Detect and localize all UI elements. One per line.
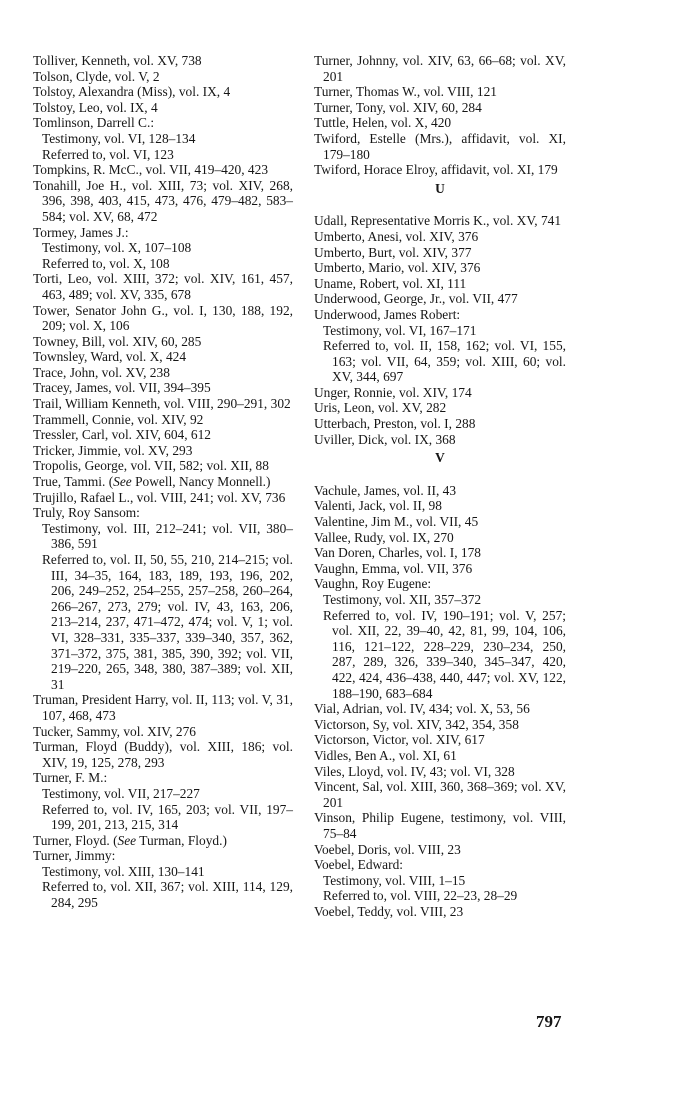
index-entry — [314, 115, 566, 131]
index-subentry — [33, 802, 293, 833]
index-entry-name: Turner, F. M.: — [33, 770, 108, 786]
index-entry — [33, 505, 293, 692]
index-entry-name: Vallee, Rudy, vol. IX, 270 — [314, 529, 454, 545]
index-entry-name: Vial, Adrian, vol. IV, 434; vol. X, 53, 56 — [314, 701, 530, 717]
index-subentry — [314, 592, 566, 608]
index-entry — [33, 69, 293, 85]
index-entry — [314, 545, 566, 561]
index-entry-name: Underwood, James Robert: — [314, 306, 461, 322]
index-entry-name: Tressler, Carl, vol. XIV, 604, 612 — [33, 427, 212, 443]
index-entry-name: True, Tammi. (See Powell, Nancy Monnell.) — [33, 474, 271, 490]
index-entry — [33, 271, 293, 302]
index-entry — [314, 432, 566, 448]
index-entry-name: Vachule, James, vol. II, 43 — [314, 482, 457, 498]
index-subentry-text: Referred to, vol. II, 50, 55, 210, 214–215; vol. III, 34–35, 164, 183, 189, 193, 196, 202, 206, 249–252, 254–255, 257–258, 260–264, 266–267, 273, 279; vol. IV, 43, 163, 206, 213–214, 237, 471–472, 474; vol. V, 1; vol. VI, 328–331, 335–337, 339–340, 357, 362, 371–372, 375, 381, 385, 390, 392; vol. VII, 219–220, 265, 348, 380, 387–389; vol. XII, 31 — [42, 552, 293, 692]
index-entry — [314, 100, 566, 116]
index-column-right — [314, 53, 566, 919]
index-entry-name: Vinson, Philip Eugene, testimony, vol. VIII, 75–84 — [314, 810, 566, 841]
index-entry-name: Tolstoy, Alexandra (Miss), vol. IX, 4 — [33, 84, 231, 100]
index-subentry-text: Referred to, vol. XII, 367; vol. XIII, 114, 129, 284, 295 — [42, 879, 293, 911]
index-entry — [314, 245, 566, 261]
index-entry-name: Tomlinson, Darrell C.: — [33, 115, 155, 131]
index-entry-name: Truman, President Harry, vol. II, 113; vol. V, 31, 107, 468, 473 — [33, 692, 293, 723]
index-entry — [314, 842, 566, 858]
section-letter-heading: V — [435, 450, 445, 466]
index-entry — [314, 291, 566, 307]
index-subentry-text: Referred to, vol. X, 108 — [42, 255, 170, 271]
index-entry-name: Utterbach, Preston, vol. I, 288 — [314, 416, 476, 432]
index-entry-name: Vincent, Sal, vol. XIII, 360, 368–369; vol. XV, 201 — [314, 779, 566, 810]
index-subentry — [33, 131, 293, 147]
index-entry — [33, 458, 293, 474]
index-subentry — [314, 873, 566, 889]
index-entry — [33, 100, 293, 116]
index-subentry-text: Testimony, vol. VII, 217–227 — [42, 785, 200, 801]
index-entry-name: Tolson, Clyde, vol. V, 2 — [33, 68, 160, 84]
index-entry — [314, 498, 566, 514]
index-entry — [33, 178, 293, 225]
index-subentry — [314, 338, 566, 385]
index-subentry — [33, 879, 293, 910]
index-entry-name: Tower, Senator John G., vol. I, 130, 188, 192, 209; vol. X, 106 — [33, 302, 293, 334]
index-entry-name: Tormey, James J.: — [33, 224, 129, 240]
index-entry — [314, 53, 566, 84]
index-entry-name: Umberto, Mario, vol. XIV, 376 — [314, 260, 481, 276]
index-entry — [314, 385, 566, 401]
index-entry — [314, 483, 566, 499]
index-entry — [33, 349, 293, 365]
index-entry-name: Tolliver, Kenneth, vol. XV, 738 — [33, 53, 202, 68]
index-entry — [33, 724, 293, 740]
index-subentry — [33, 240, 293, 256]
index-entry-name: Vidles, Ben A., vol. XI, 61 — [314, 747, 457, 763]
index-entry — [33, 692, 293, 723]
index-entry — [33, 334, 293, 350]
index-entry-name: Valenti, Jack, vol. II, 98 — [314, 498, 442, 514]
index-entry — [314, 514, 566, 530]
index-entry-name: Uname, Robert, vol. XI, 111 — [314, 275, 467, 291]
index-entry — [33, 770, 293, 832]
index-subentry-text: Testimony, vol. XIII, 130–141 — [42, 863, 205, 879]
index-entry-name: Victorson, Sy, vol. XIV, 342, 354, 358 — [314, 716, 519, 732]
index-subentry-text: Testimony, vol. VI, 167–171 — [323, 322, 477, 338]
index-subentry-text: Referred to, vol. IV, 165, 203; vol. VII, 197–199, 201, 213, 215, 314 — [42, 801, 293, 833]
index-subentry-text: Referred to, vol. IV, 190–191; vol. V, 257; vol. XII, 22, 39–40, 42, 81, 99, 104, 106, 116, 121–122, 228–229, 230–234, 250, 287, 289, 326, 339–340, 345–347, 420, 422, 424, 436–438, 440, 447; vol. XV, 122, 188–190, 683–684 — [323, 607, 566, 701]
index-entry-name: Tuttle, Helen, vol. X, 420 — [314, 115, 452, 131]
index-subentry-text: Referred to, vol. VIII, 22–23, 28–29 — [323, 888, 518, 904]
index-subentry-text: Testimony, vol. X, 107–108 — [42, 240, 192, 256]
index-entry-name: Twiford, Estelle (Mrs.), affidavit, vol. XI, 179–180 — [314, 130, 566, 162]
index-entry-name: Turman, Floyd (Buddy), vol. XIII, 186; vol. XIV, 19, 125, 278, 293 — [33, 739, 293, 770]
index-entry-name: Trail, William Kenneth, vol. VIII, 290–291, 302 — [33, 396, 291, 412]
index-subentry — [314, 608, 566, 702]
index-entry — [314, 857, 566, 904]
index-entry — [33, 443, 293, 459]
index-entry-name: Trace, John, vol. XV, 238 — [33, 364, 170, 380]
index-subentry — [33, 864, 293, 880]
index-entry — [33, 162, 293, 178]
index-entry — [314, 229, 566, 245]
index-entry — [33, 490, 293, 506]
index-entry-name: Townsley, Ward, vol. X, 424 — [33, 349, 187, 365]
index-entry — [314, 561, 566, 577]
index-entry-name: Voebel, Teddy, vol. VIII, 23 — [314, 903, 464, 919]
index-entry — [314, 732, 566, 748]
index-entry-name: Underwood, George, Jr., vol. VII, 477 — [314, 291, 518, 307]
index-entry-name: Udall, Representative Morris K., vol. XV, 741 — [314, 213, 562, 229]
index-entry-name: Vaughn, Roy Eugene: — [314, 576, 432, 592]
index-entry — [314, 748, 566, 764]
index-entry-name: Torti, Leo, vol. XIII, 372; vol. XIV, 161, 457, 463, 489; vol. XV, 335, 678 — [33, 271, 293, 302]
index-entry-name: Tricker, Jimmie, vol. XV, 293 — [33, 442, 193, 458]
index-entry-name: Umberto, Burt, vol. XIV, 377 — [314, 244, 472, 260]
index-entry — [33, 427, 293, 443]
index-subentry-text: Testimony, vol. VIII, 1–15 — [323, 872, 466, 888]
index-entry — [314, 131, 566, 162]
index-entry — [314, 779, 566, 810]
index-entry — [33, 365, 293, 381]
index-entry — [33, 474, 293, 490]
index-entry-name: Turner, Thomas W., vol. VIII, 121 — [314, 84, 497, 100]
index-subentry-text: Referred to, vol. VI, 123 — [42, 146, 174, 162]
index-entry — [33, 833, 293, 849]
index-entry — [33, 396, 293, 412]
index-entry — [314, 276, 566, 292]
index-entry — [314, 701, 566, 717]
index-entry — [314, 530, 566, 546]
index-subentry — [33, 786, 293, 802]
index-column-left — [33, 53, 293, 911]
index-subentry — [33, 552, 293, 692]
index-entry-name: Tropolis, George, vol. VII, 582; vol. XII, 88 — [33, 458, 269, 474]
index-subentry — [33, 256, 293, 272]
index-entry — [314, 576, 566, 701]
index-entry-name: Twiford, Horace Elroy, affidavit, vol. XI, 179 — [314, 162, 558, 178]
index-subentry-text: Testimony, vol. III, 212–241; vol. VII, 380–386, 591 — [42, 520, 293, 552]
index-entry-name: Vaughn, Emma, vol. VII, 376 — [314, 560, 473, 576]
index-entry-name: Trammell, Connie, vol. XIV, 92 — [33, 411, 204, 427]
index-entry-name: Turner, Johnny, vol. XIV, 63, 66–68; vol. XV, 201 — [314, 53, 566, 84]
index-entry-name: Unger, Ronnie, vol. XIV, 174 — [314, 384, 472, 400]
index-entry — [314, 904, 566, 920]
index-entry — [314, 764, 566, 780]
index-subentry-text: Referred to, vol. II, 158, 162; vol. VI, 155, 163; vol. VII, 64, 359; vol. XIII, 60; vol. XV, 344, 697 — [323, 338, 566, 385]
index-entry-name: Viles, Lloyd, vol. IV, 43; vol. VI, 328 — [314, 763, 515, 779]
index-entry-name: Voebel, Edward: — [314, 857, 403, 873]
index-entry-name: Towney, Bill, vol. XIV, 60, 285 — [33, 333, 202, 349]
index-entry-name: Uris, Leon, vol. XV, 282 — [314, 400, 447, 416]
index-entry — [314, 84, 566, 100]
index-entry-name: Victorson, Victor, vol. XIV, 617 — [314, 732, 485, 748]
index-subentry — [33, 147, 293, 163]
index-entry-name: Tonahill, Joe H., vol. XIII, 73; vol. XIV, 268, 396, 398, 403, 415, 473, 476, 479–482, 583–584; vol. XV, 68, 472 — [33, 177, 293, 224]
index-entry — [33, 115, 293, 162]
index-entry-name: Tracey, James, vol. VII, 394–395 — [33, 380, 211, 396]
index-subentry — [314, 888, 566, 904]
index-entry-name: Turner, Jimmy: — [33, 848, 116, 864]
index-entry — [314, 213, 566, 229]
index-entry — [33, 739, 293, 770]
index-subentry — [314, 323, 566, 339]
index-entry-name: Uviller, Dick, vol. IX, 368 — [314, 431, 456, 447]
index-subentry-text: Testimony, vol. XII, 357–372 — [323, 592, 482, 607]
section-letter-heading: U — [435, 180, 445, 196]
index-entry-name: Truly, Roy Sansom: — [33, 505, 140, 521]
index-entry — [314, 400, 566, 416]
index-entry-name: Tolstoy, Leo, vol. IX, 4 — [33, 99, 158, 115]
index-entry — [33, 303, 293, 334]
index-entry-name: Van Doren, Charles, vol. I, 178 — [314, 545, 481, 561]
index-entry — [33, 84, 293, 100]
index-entry — [314, 717, 566, 733]
index-entry — [314, 260, 566, 276]
index-subentry-text: Testimony, vol. VI, 128–134 — [42, 130, 196, 146]
index-entry-name: Turner, Floyd. (See Turman, Floyd.) — [33, 832, 227, 848]
page-number: 797 — [536, 1012, 562, 1031]
index-entry — [33, 53, 293, 69]
index-entry — [33, 225, 293, 272]
index-entry-name: Tucker, Sammy, vol. XIV, 276 — [33, 723, 197, 739]
index-entry — [314, 162, 566, 178]
index-entry-name: Umberto, Anesi, vol. XIV, 376 — [314, 228, 479, 244]
index-entry — [33, 848, 293, 910]
index-entry — [314, 416, 566, 432]
index-entry — [314, 810, 566, 841]
index-entry — [33, 412, 293, 428]
index-subentry — [33, 521, 293, 552]
index-entry-name: Tompkins, R. McC., vol. VII, 419–420, 423 — [33, 162, 269, 178]
index-entry-name: Trujillo, Rafael L., vol. VIII, 241; vol. XV, 736 — [33, 489, 286, 505]
index-entry — [314, 307, 566, 385]
index-entry-name: Turner, Tony, vol. XIV, 60, 284 — [314, 99, 482, 115]
index-entry — [33, 380, 293, 396]
index-entry-name: Voebel, Doris, vol. VIII, 23 — [314, 841, 461, 857]
index-entry-name: Valentine, Jim M., vol. VII, 45 — [314, 514, 479, 530]
